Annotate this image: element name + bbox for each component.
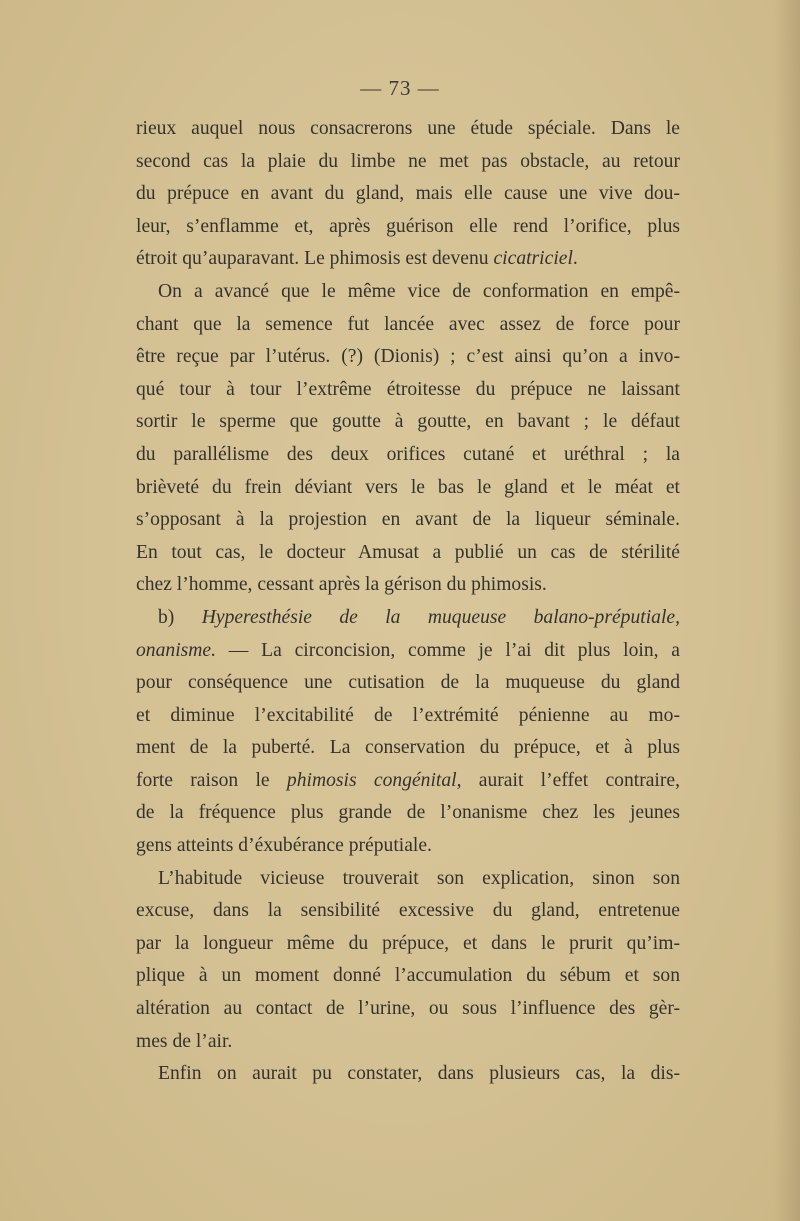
body-text (136, 113, 680, 1091)
text-line (136, 797, 680, 830)
text-run: qué tour à tour l’extrême étroitesse du prépuce ne laissant (136, 378, 680, 400)
text-line (136, 960, 680, 993)
text-line (136, 993, 680, 1026)
page-edge-shadow (774, 0, 800, 1221)
text-line (136, 341, 680, 374)
text-run: s’opposant à la projestion en avant de la liqueur séminale. (136, 509, 680, 531)
italic-run: cicatriciel (493, 248, 573, 270)
text-run: b) (158, 606, 202, 628)
text-run: brièveté du frein déviant vers le bas le gland et le méat et (136, 476, 680, 498)
text-line (136, 211, 680, 244)
text-line (136, 700, 680, 733)
text-line (136, 243, 680, 276)
text-run: et diminue l’excitabilité de l’extrémité pénienne au mo- (136, 704, 680, 726)
text-line (136, 602, 680, 635)
text-run: chez l’homme, cessant après la gérison du phimosis. (136, 574, 547, 596)
text-run: Enfin on aurait pu constater, dans plusieurs cas, la dis- (158, 1063, 680, 1085)
text-run: , aurait l’effet contraire, (456, 769, 680, 791)
text-line (136, 309, 680, 342)
text-run: par la longueur même du prépuce, et dans le prurit qu’im- (136, 932, 680, 954)
text-run: pour conséquence une cutisation de la muqueuse du gland (136, 672, 680, 694)
text-line (136, 569, 680, 602)
text-run: rieux auquel nous consacrerons une étude spéciale. Dans le (136, 118, 680, 139)
text-run: étroit qu’auparavant. Le phimosis est devenu (136, 248, 494, 270)
text-line (136, 178, 680, 211)
text-line (136, 439, 680, 472)
text-line (136, 276, 680, 309)
text-run: second cas la plaie du limbe ne met pas obstacle, au retour (136, 150, 680, 172)
text-line (136, 895, 680, 928)
text-run: On a avancé que le même vice de conformation en empê- (158, 280, 680, 302)
text-line (136, 472, 680, 505)
italic-run: Hyperesthésie de la muqueuse balano-préputiale, (201, 606, 680, 628)
page-number: — 73 — (360, 76, 440, 100)
text-line (136, 406, 680, 439)
text-run: . (572, 248, 578, 270)
text-run: L’habitude vicieuse trouverait son explication, sinon son (158, 867, 680, 889)
text-run: altération au contact de l’urine, ou sous l’influence des gèr- (136, 998, 680, 1020)
text-run: être reçue par l’utérus. (?) (Dionis) ; c’est ainsi qu’on a invo- (136, 346, 680, 368)
text-line (136, 732, 680, 765)
text-run: mes de l’air. (136, 1030, 233, 1052)
text-line (136, 504, 680, 537)
text-line (136, 667, 680, 700)
text-run: — La circoncision, comme je l’ai dit plus loin, a (216, 639, 680, 661)
text-line (136, 765, 680, 798)
text-line (136, 928, 680, 961)
text-run: leur, s’enflamme et, après guérison elle rend l’orifice, plus (136, 215, 680, 237)
text-run: ment de la puberté. La conservation du prépuce, et à plus (136, 737, 680, 759)
italic-run: phimosis congénital (286, 769, 457, 791)
text-line (136, 537, 680, 570)
text-run: du prépuce en avant du gland, mais elle cause une vive dou- (136, 183, 680, 205)
text-run: du parallélisme des deux orifices cutané et uréthral ; la (136, 443, 680, 465)
text-line (136, 830, 680, 863)
text-run: gens atteints d’éxubérance préputiale. (136, 835, 432, 857)
text-run: chant que la semence fut lancée avec assez de force pour (136, 313, 680, 335)
text-line (136, 1058, 680, 1091)
text-run: En tout cas, le docteur Amusat a publié un cas de stérilité (136, 541, 680, 563)
text-run: plique à un moment donné l’accumulation du sébum et son (136, 965, 680, 987)
text-line (136, 1026, 680, 1059)
text-run: forte raison le (136, 769, 287, 791)
text-line (136, 146, 680, 179)
text-line (136, 374, 680, 407)
text-run: de la fréquence plus grande de l’onanisme chez les jeunes (136, 802, 680, 824)
italic-run: onanisme. (136, 639, 217, 661)
text-line (136, 113, 680, 146)
text-run: excuse, dans la sensibilité excessive du gland, entretenue (136, 900, 680, 922)
text-run: sortir le sperme que goutte à goutte, en bavant ; le défaut (136, 411, 680, 433)
text-line (136, 635, 680, 668)
text-line (136, 863, 680, 896)
